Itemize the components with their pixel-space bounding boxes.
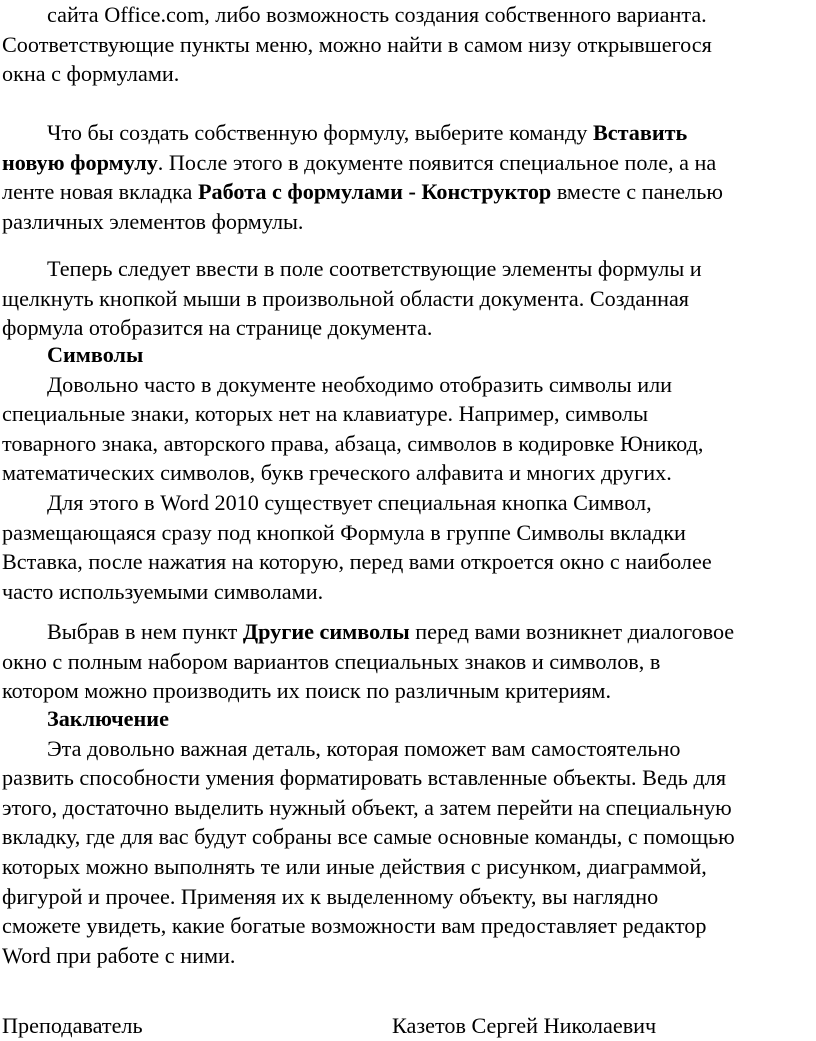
text-line: фигурой и прочее. Применяя их к выделенному объекту, вы наглядно: [2, 883, 659, 909]
heading-symbols: [2, 340, 814, 370]
text-line: сможете увидеть, какие богатые возможности вам предоставляет редактор: [2, 913, 707, 939]
text-line: сайта Office.com, либо возможность создания собственного варианта.: [47, 2, 707, 27]
text-line: Довольно часто в документе необходимо отобразить символы или: [47, 371, 673, 397]
text-line: Вставка, после нажатия на которую, перед вами откроется окно с наиболее: [2, 549, 712, 575]
heading-text: Заключение: [47, 706, 169, 731]
text-line: Эта довольно важная деталь, которая поможет вам самостоятельно: [47, 735, 681, 761]
text-line: окно с полным набором вариантов специальных знаков и символов, в: [2, 648, 661, 674]
text-line: математических символов, букв греческого алфавита и многих других.: [2, 460, 672, 486]
text-line: Теперь следует ввести в поле соответствующие элементы формулы и: [47, 256, 702, 281]
text-line: вкладку, где для вас будут собраны все самые основные команды, с помощью: [2, 824, 735, 850]
paragraph-formula: [2, 118, 814, 266]
text-line: Соответствующие пункты меню, можно найти в самом низу открывшегося: [2, 31, 712, 57]
text-line: Word при работе с ними.: [2, 942, 236, 968]
text-line: [2, 617, 814, 647]
paragraph-other-symbols: [2, 617, 814, 706]
bold-command-insert: Вставить: [592, 120, 688, 145]
text-line: Для этого в Word 2010 существует специальная кнопка Символ,: [47, 489, 652, 515]
paragraph-intro: [2, 0, 814, 118]
text-line: [2, 118, 814, 148]
signature-role: Преподаватель: [2, 1013, 143, 1038]
signature-name: Казетов Сергей Николаевич: [392, 1013, 657, 1038]
text-line: товарного знака, авторского права, абзаца, символов в кодировке Юникод,: [2, 430, 704, 456]
text-line: котором можно производить их поиск по различным критериям.: [2, 678, 612, 704]
section-symbols: [2, 340, 814, 636]
text-run: вместе с панелью: [551, 179, 723, 205]
paragraph-enter: [2, 254, 814, 343]
text-run: Что бы создать собственную формулу, выберите команду: [47, 120, 593, 145]
bold-command-new-formula: новую формулу: [2, 149, 158, 175]
text-run: . После этого в документе появится специальное поле, а на: [157, 149, 717, 175]
text-line: щелкнуть кнопкой мыши в произвольной области документа. Созданная: [2, 285, 690, 311]
bold-tab-name: Работа с формулами - Конструктор: [197, 179, 552, 205]
text-line: развить способности умения форматировать вставленные объекты. Ведь для: [2, 765, 727, 791]
text-line: размещающаяся сразу под кнопкой Формула в группе Символы вкладки: [2, 519, 686, 545]
text-line: формула отобразится на странице документа.: [2, 315, 433, 341]
text-line: различных элементов формулы.: [2, 208, 304, 234]
bold-menu-other-symbols: Другие символы: [242, 619, 410, 644]
blank-line: [2, 89, 814, 119]
text-run: Выбрав в нем пункт: [47, 619, 243, 644]
text-line: [2, 177, 814, 207]
text-run: перед вами возникнет диалоговое: [409, 619, 735, 644]
text-line: окна с формулами.: [2, 61, 180, 87]
text-line: которых можно выполнять те или иные действия с рисунком, диаграммой,: [2, 853, 707, 879]
text-run: ленте новая вкладка: [2, 179, 198, 205]
section-conclusion: [2, 704, 814, 970]
text-line: [2, 148, 814, 178]
heading-text: Символы: [47, 342, 144, 367]
text-line: специальные знаки, которых нет на клавиатуре. Например, символы: [2, 401, 649, 427]
heading-conclusion: [2, 704, 814, 734]
text-line: этого, достаточно выделить нужный объект, а затем перейти на специальную: [2, 794, 732, 820]
text-line: часто используемыми символами.: [2, 578, 324, 604]
